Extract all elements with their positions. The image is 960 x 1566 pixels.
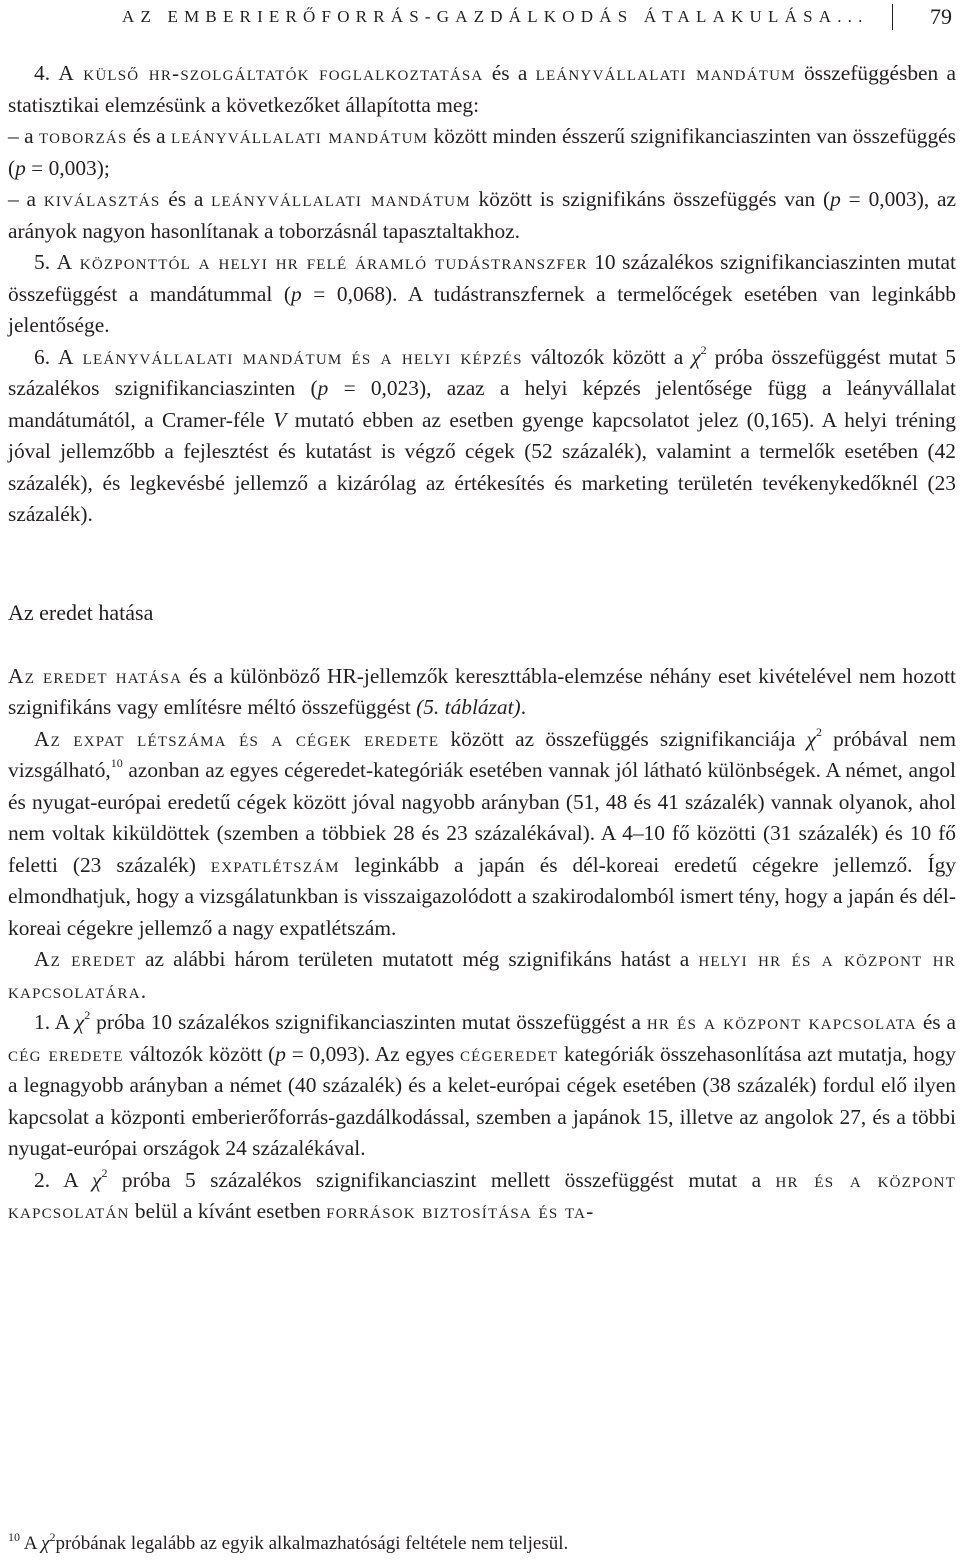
paragraph-origin-effect: Az eredet hatása és a különböző HR-jellemzők kereszttábla-elemzése néhány eset kivételével nem hozott szignifikáns vagy említésre méltó összefüggést (5. táblázat).	[8, 663, 956, 719]
running-head-title: AZ EMBERIERŐFORRÁS-GAZDÁLKODÁS ÁTALAKULÁSA...	[122, 7, 869, 26]
paragraph-point-4: 4. A külső hr-szolgáltatók foglalkoztatása és a leányvállalati mandátum összefüggésben a statisztikai elemzésünk a következőket állapította meg:	[8, 61, 956, 117]
footnote: $^{10}$ A $\chi^2próbának$ legalább az egyik alkalmazhatósági feltétele nem teljesül.	[8, 1530, 569, 1554]
footnote-number: 10	[8, 1530, 20, 1544]
paragraph-point-5: 5. A központtól a helyi hr felé áramló tudástranszfer 10 százalékos szignifikanciaszinten mutat összefüggést a mandátummal (p = 0,068). A tudástranszfernek a termelőcégek esetében van leginkább jelentősége.	[8, 250, 956, 337]
list-item-kivalasztas: – a kiválasztás és a leányvállalati mandátum között is szignifikáns összefüggés van (p = 0,003), az arányok nagyon hasonlítanak a toborzásnál tapasztaltakhoz.	[8, 187, 956, 243]
paragraph-expat-headcount: Az expat létszáma és a cégek eredete között az összefüggés szignifikanciája $\chi^2$ próbával nem vizsgálható,$^{10}$ azonban az egyes cégeredet-kategóriák esetében vannak jól látható különbségek. A német, angol és nyugat-európai eredetű cégek között jóval nagyobb arányban (51, 48 és 41 százalék) vannak olyanok, ahol nem voltak kiküldöttek (szemben a többiek 28 és 23 százalékával). A 4–10 fő közötti (31 százalék) és 10 fő feletti (23 százalék) expatlétszám leginkább a japán és dél-koreai eredetű cégekre jellemző. Így elmondhatjuk, hogy a vizsgálatunkban is visszaigazolódott a szakirodalomból ismert tény, hogy a japán és dél-koreai cégekre jellemző a nagy expatlétszám.	[8, 724, 957, 940]
page-number: 79	[930, 4, 952, 29]
header-divider	[892, 4, 893, 30]
running-header	[122, 4, 960, 32]
paragraph-item-1: 1. A $\chi^2$ próba 10 százalékos szignifikanciaszinten mutat összefüggést a hr és a központ kapcsolata és a cég eredete változók között (p = 0,093). Az egyes cégeredet kategóriák összehasonlítása azt mutatja, hogy a legnagyobb arányban a német (40 százalék) és a kelet-európai cégek esetében (38 százalék) fordul elő ilyen kapcsolat a központi emberierőforrás-gazdálkodással, szemben a japánok 15, illetve az angolok 27, és a többi nyugat-európai országok 24 százalékával.	[8, 1008, 956, 1160]
paragraph-point-6: 6. A leányvállalati mandátum és a helyi képzés változók között a $\chi^2$ próba összefüggést mutat 5 százalékos szignifikanciaszinten (p = 0,023), azaz a helyi képzés jelentősége függ a leányvállalat mandátumától, a Cramer-féle V mutató ebben az esetben gyenge kapcsolatot jelez (0,165). A helyi tréning jóval jellemzőbb a fejlesztést és kutatást is végző cégek (52 százalék), valamint a termelők esetében (42 százalék), és legkevésbé jellemző a kizárólag az értékesítés és marketing területén tevékenykedőknél (23 százalék).	[8, 342, 956, 526]
paragraph-item-2: 2. A $\chi^2$ próba 5 százalékos szignifikanciaszint mellett összefüggést mutat a hr és a központ kapcsolatán belül a kívánt esetben források biztosítása és ta-	[8, 1165, 956, 1223]
paragraph-origin-three-areas: Az eredet az alábbi három területen mutatott még szignifikáns hatást a helyi hr és a központ hr kapcsolatára.	[8, 947, 956, 1003]
section-heading: Az eredet hatása	[8, 599, 154, 625]
page-body	[8, 58, 956, 1228]
list-item-toborzas: – a toborzás és a leányvállalati mandátum között minden ésszerű szignifikanciaszinten van összefüggés (p = 0,003);	[8, 124, 956, 180]
table-reference: (5. táblázat)	[416, 695, 521, 719]
footnote-marker: 10	[110, 756, 123, 770]
